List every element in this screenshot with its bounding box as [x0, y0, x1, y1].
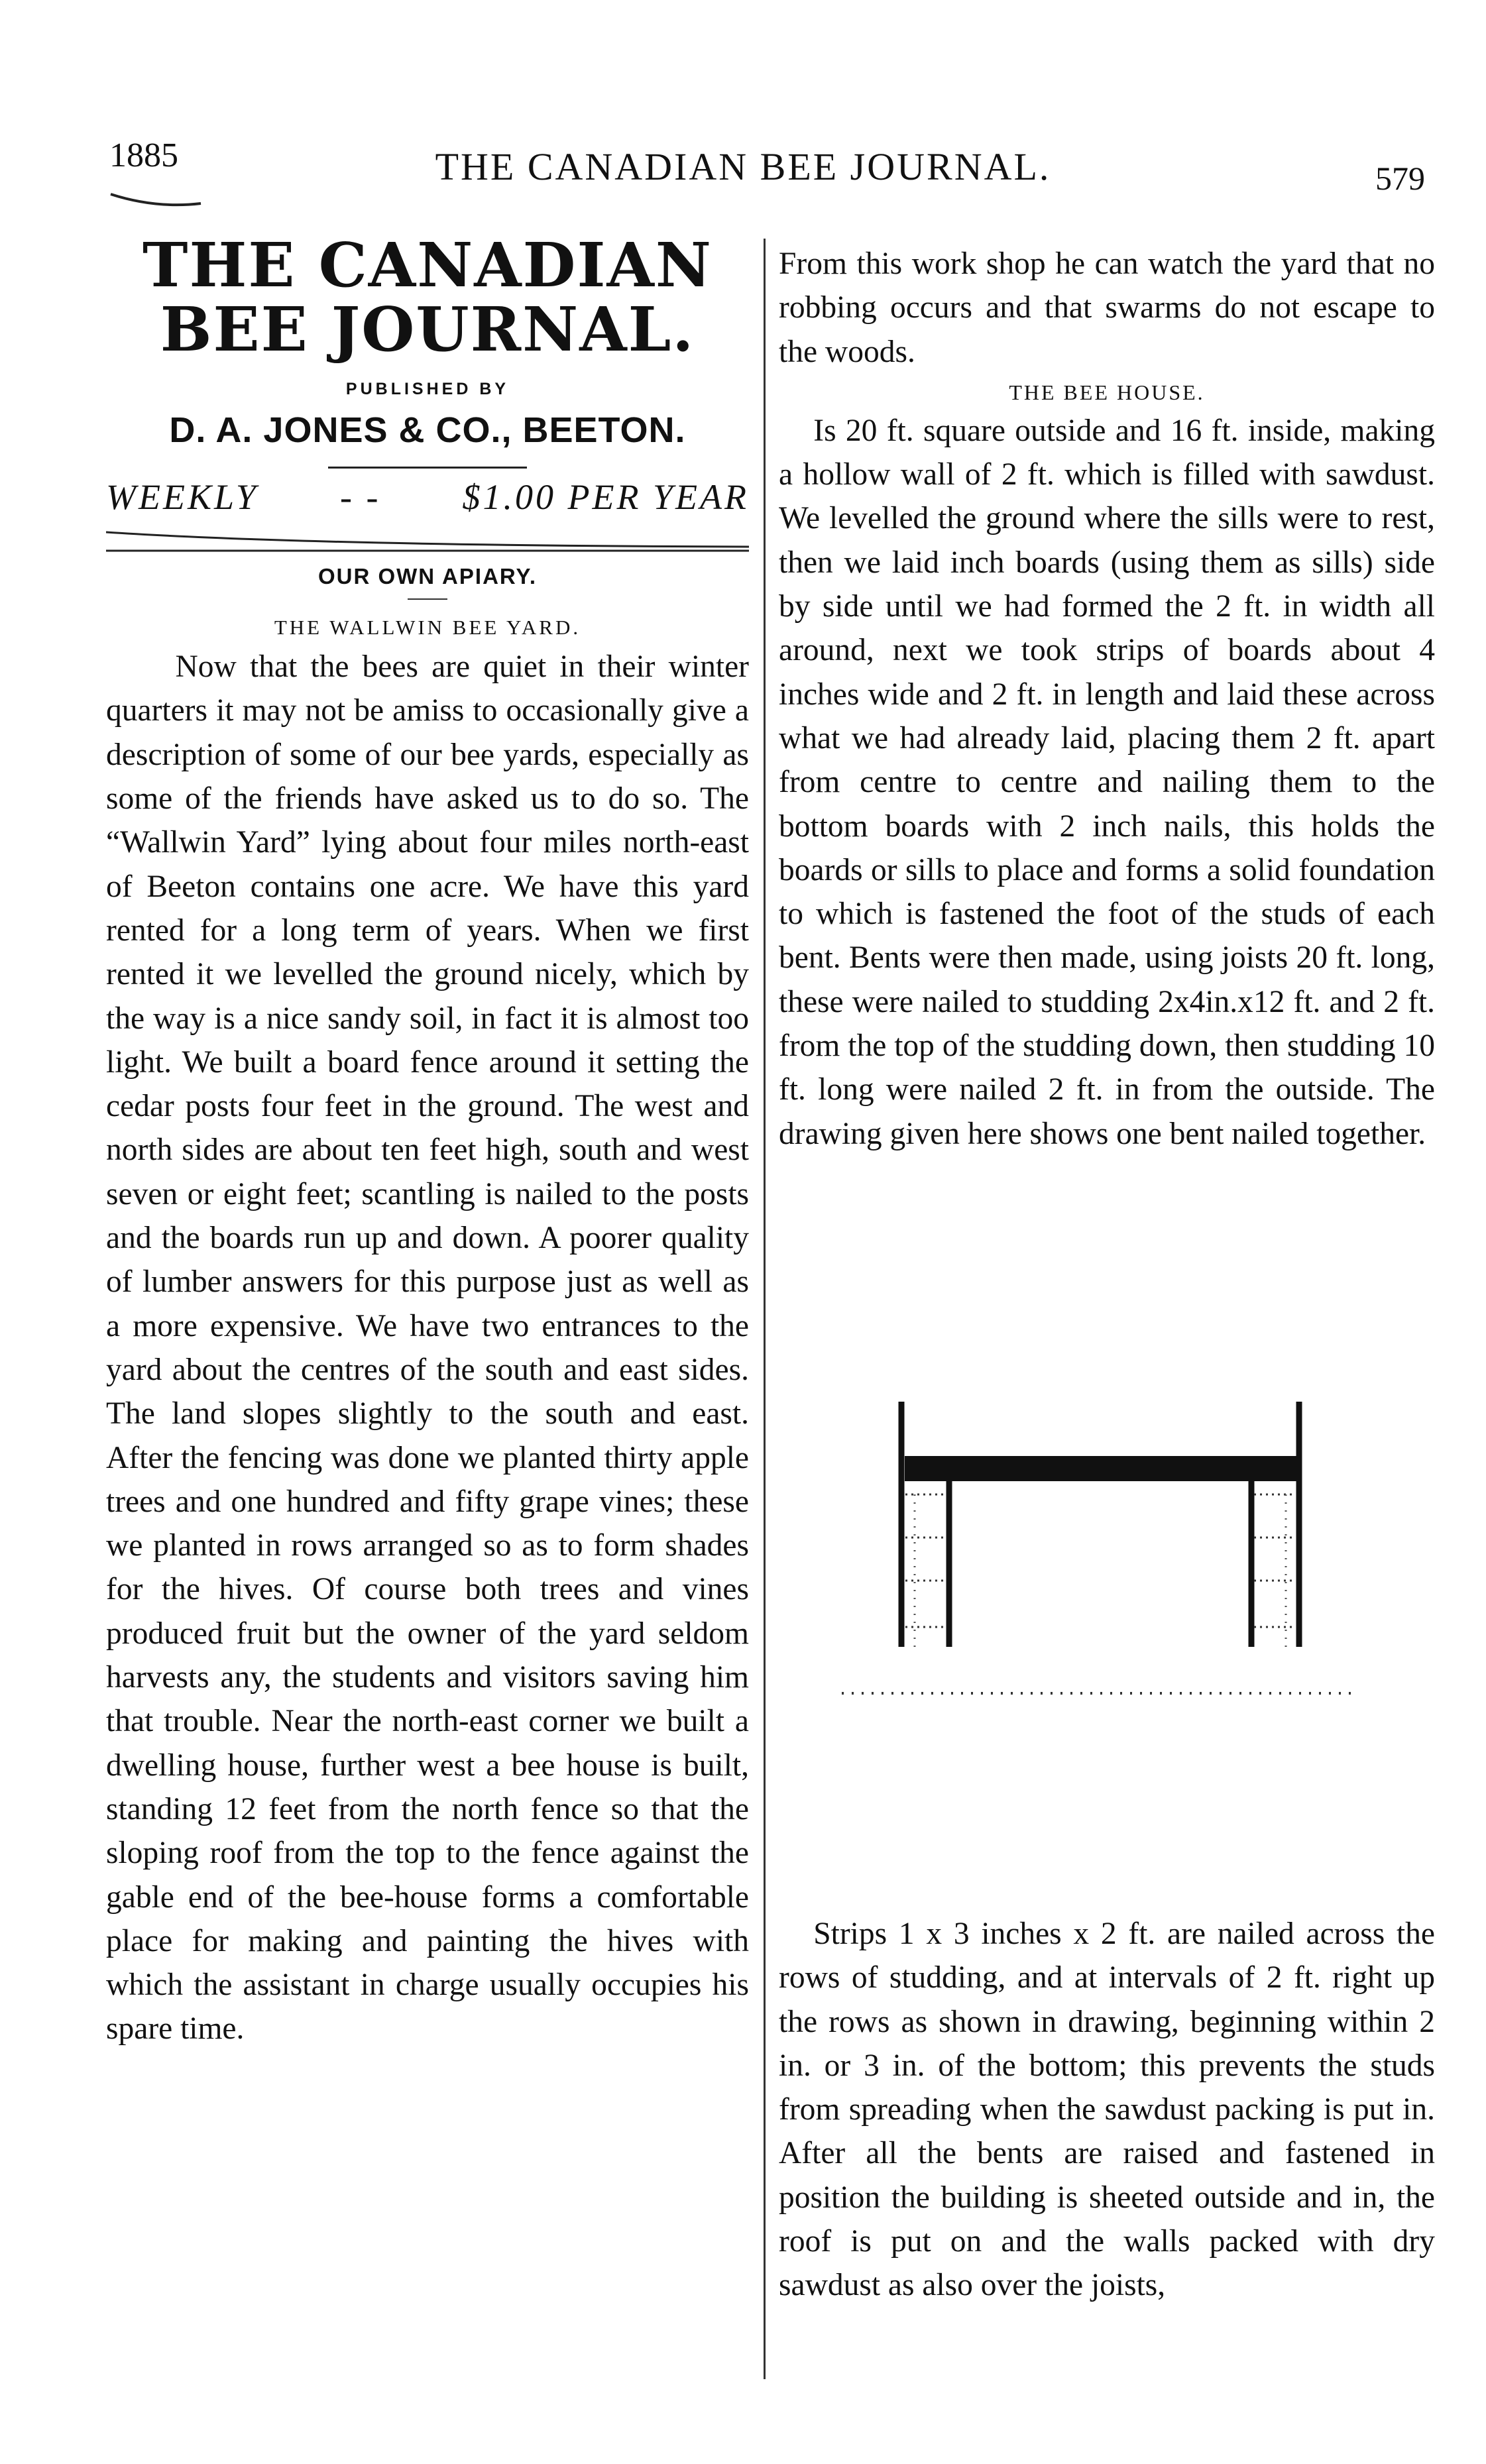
masthead-title: THE CANADIAN BEE JOURNAL. — [143, 229, 713, 365]
header-flourish — [109, 189, 202, 209]
bent-strips-right — [1254, 1494, 1295, 1627]
bent-drawing — [842, 1402, 1359, 1720]
header-title: THE CANADIAN BEE JOURNAL. — [435, 145, 1051, 188]
masthead-double-rule — [106, 528, 749, 555]
heading-rule — [408, 598, 447, 600]
article-heading: OUR OWN APIARY. — [317, 564, 538, 589]
after-drawing-paragraph: Strips 1 x 3 inches x 2 ft. are nailed across the rows of studding, and at intervals of 2 ft. right up the rows as shown in drawing, beginning within 2 in. or 3 in. of the bottom; this prevents the studs from spreading when the sawdust packing is put in. After all the bents are raised and fastened in position the building is sheeted outside and in, the roof is put on and the walls packed with dry sawdust as also over the joists, — [779, 1917, 1435, 2303]
article-right-intro: From this work shop he can watch the yard that no robbing occurs and that swarms do not escape to the woods. — [779, 247, 1435, 369]
article-subheading: THE WALLWIN BEE YARD. — [274, 616, 581, 640]
masthead-price: $1.00 PER YEAR — [462, 477, 749, 518]
column-divider — [764, 239, 766, 2379]
masthead-published-by: PUBLISHED BY — [345, 380, 510, 399]
masthead-frequency: WEEKLY — [106, 477, 258, 518]
bent-stud-dots — [915, 1494, 1286, 1647]
article-left-paragraph: Now that the bees are quiet in their winter quarters it may not be amiss to occasionally give a description of some of our bee yards, especially as some of the friends have asked us to do so. The “Wallwin Yard” lying about four miles north-east of Beeton contains one acre. We have this yard rented for a long term of years. When we first rented it we levelled the ground nicely, which by the way is a nice sandy soil, in fact it is almost too light. We built a board fence around it setting the cedar posts four feet in the ground. The west and north sides are about ten feet high, south and west seven or eight feet; scantling is nailed to the posts and the boards run up and down. A poorer quality of lumber answers for this purpose just as well as a more expensive. We have two entrances to the yard about the centres of the south and east sides. The land slopes slightly to the south and east. After the fencing was done we planted thirty apple trees and one hundred and fifty grape vines; these we planted in rows arranged so as to form shades for the hives. Of course both trees and vines produced fruit but the owner of the yard seldom harvests any, the students and visitors saving him that trouble. Near the north-east corner we built a dwelling house, further west a bee house is built, standing 12 feet from the north fence so that the sloping roof from the top to the fence against the gable end of the bee-house forms a comfortable place for making and painting the hives with which the assistant in charge usually occupies his spare time. — [106, 649, 749, 2046]
bent-joist — [905, 1456, 1297, 1481]
masthead-publisher: D. A. JONES & CO., BEETON. — [169, 410, 686, 451]
masthead-dashes: - - — [340, 477, 381, 518]
bee-house-paragraph: Is 20 ft. square outside and 16 ft. inside, making a hollow wall of 2 ft. which is filled with sawdust. We levelled the ground where the sills were to rest, then we laid inch boards (using them as sills) side by side until we had formed the 2 ft. in width all around, next we took strips of boards about 4 inches wide and 2 ft. in length and laid these across what we had already laid, placing them 2 ft. apart from centre to centre and nailing them to the bottom boards with 2 inch nails, this holds the boards or sills to place and forms a solid foundation to which is fastened the foot of the studs of each bent. Bents were then made, using joists 20 ft. long, these were nailed to studding 2x4in.x12 ft. and 2 ft. from the top of the studding down, then studding 10 ft. long were nailed 2 ft. in from the outside. The drawing given here shows one bent nailed together. — [779, 413, 1435, 1151]
bee-house-heading: THE BEE HOUSE. — [1009, 380, 1205, 404]
masthead-rule — [328, 467, 527, 469]
header-page-number: 579 — [1375, 160, 1425, 197]
header-year: 1885 — [109, 137, 178, 174]
masthead-rate — [106, 476, 749, 518]
bent-strips-left — [905, 1494, 946, 1627]
page-header — [0, 0, 1486, 212]
left-column — [106, 219, 749, 2343]
left-text-wrap — [106, 640, 749, 2343]
right-column — [779, 242, 1435, 2303]
